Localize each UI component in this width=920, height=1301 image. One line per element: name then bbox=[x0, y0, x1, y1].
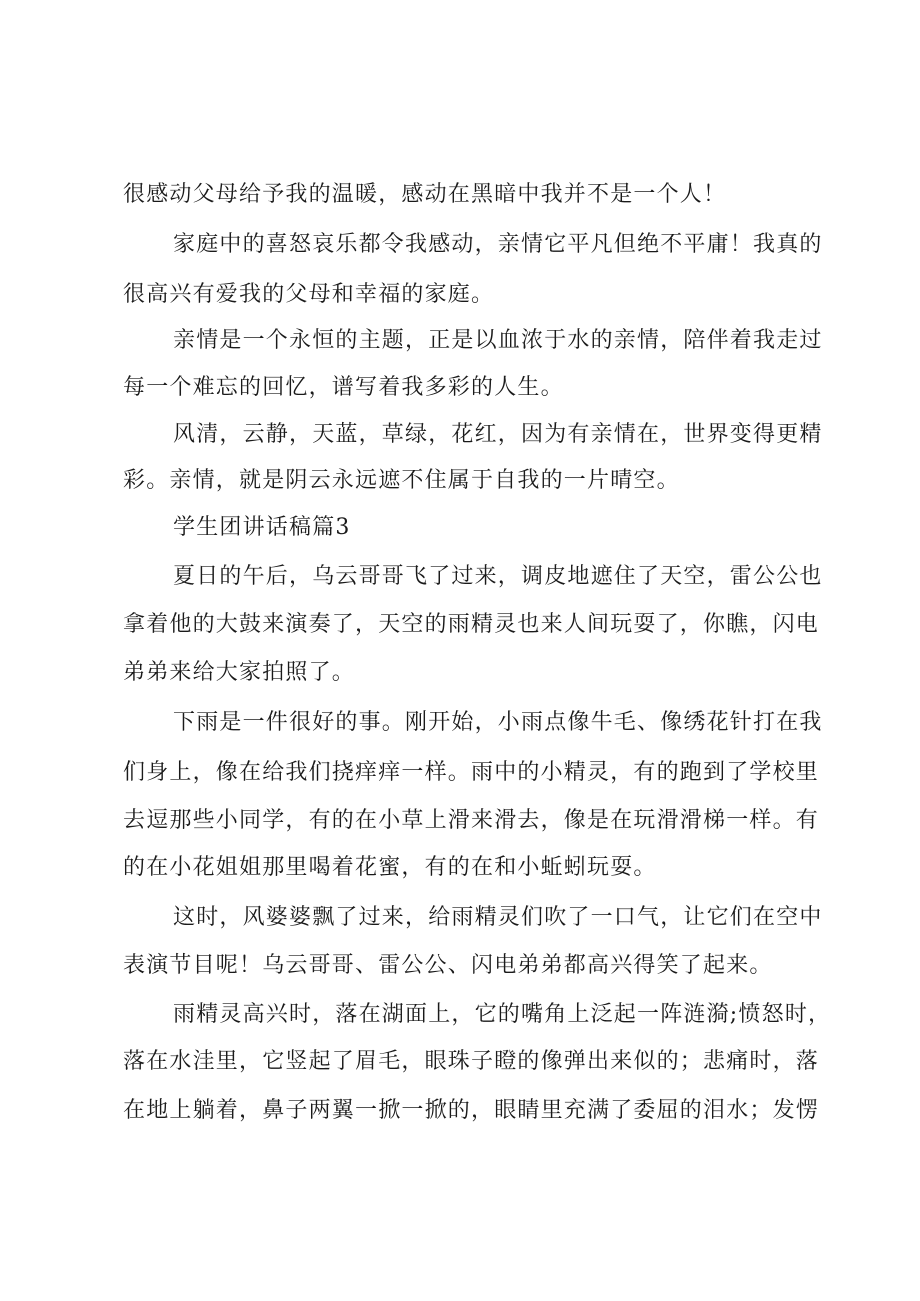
paragraph-first-line: 亲情是一个永恒的主题，正是以血浓于水的亲情，陪伴着我走过 bbox=[173, 328, 823, 353]
paragraph-first-line: 雨精灵高兴时，落在湖面上，它的嘴角上泛起一阵涟漪;愤怒时， bbox=[173, 1002, 832, 1027]
paragraph-first-line: 夏日的午后，乌云哥哥飞了过来，调皮地遮住了天空，雷公公也 bbox=[173, 564, 823, 589]
paragraph-first-line: 家庭中的喜怒哀乐都令我感动，亲情它平凡但绝不平庸！我真的 bbox=[173, 232, 823, 257]
section-heading: 学生团讲话稿篇3 bbox=[173, 515, 351, 540]
text-line: 彩。亲情，就是阴云永远遮不住属于自我的一片晴空。 bbox=[123, 468, 680, 493]
text-line: 弟弟来给大家拍照了。 bbox=[123, 660, 356, 685]
paragraph-first-line: 下雨是一件很好的事。刚开始，小雨点像牛毛、像绣花针打在我 bbox=[173, 710, 823, 735]
text-line: 们身上，像在给我们挠痒痒一样。雨中的小精灵，有的跑到了学校里 bbox=[123, 760, 820, 785]
paragraph-first-line: 这时，风婆婆飘了过来，给雨精灵们吹了一口气，让它们在空中 bbox=[173, 905, 823, 930]
text-line: 很感动父母给予我的温暖，感动在黑暗中我并不是一个人！ bbox=[123, 182, 727, 207]
text-line: 表演节目呢！乌云哥哥、雷公公、闪电弟弟都高兴得笑了起来。 bbox=[123, 953, 773, 978]
text-line: 拿着他的大鼓来演奏了，天空的雨精灵也来人间玩耍了，你瞧，闪电 bbox=[123, 612, 820, 637]
paragraph-first-line: 风清，云静，天蓝，草绿，花红，因为有亲情在，世界变得更精 bbox=[173, 422, 823, 447]
text-line: 很高兴有爱我的父母和幸福的家庭。 bbox=[123, 282, 495, 307]
text-line: 落在水洼里，它竖起了眉毛，眼珠子瞪的像弹出来似的；悲痛时，落 bbox=[123, 1049, 820, 1074]
text-line: 每一个难忘的回忆，谱写着我多彩的人生。 bbox=[123, 375, 564, 400]
text-line: 去逗那些小同学，有的在小草上滑来滑去，像是在玩滑滑梯一样。有 bbox=[123, 808, 820, 833]
text-line: 在地上躺着，鼻子两翼一掀一掀的，眼睛里充满了委屈的泪水；发愣 bbox=[123, 1098, 820, 1123]
text-line: 的在小花姐姐那里喝着花蜜，有的在和小蚯蚓玩耍。 bbox=[123, 855, 657, 880]
